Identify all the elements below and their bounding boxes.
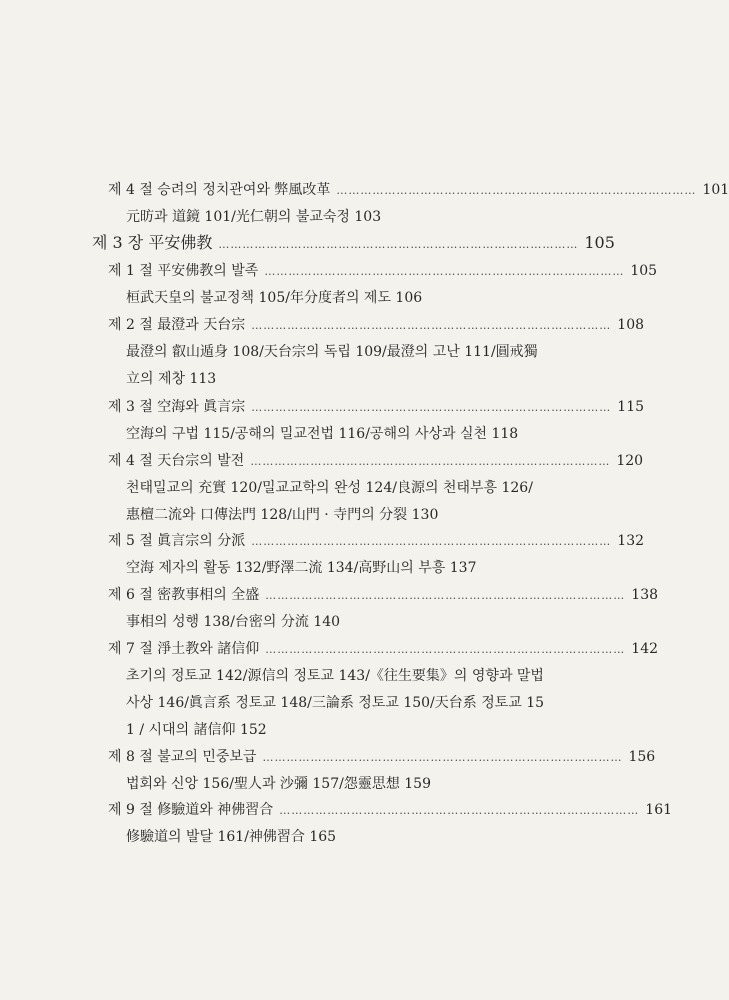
toc-section bbox=[0, 528, 646, 554]
toc-title: 제 3 절 空海와 眞言宗 bbox=[108, 399, 246, 415]
toc-detail-text: 桓武天皇의 불교정책 105/年分度者의 제도 106 bbox=[126, 290, 423, 306]
toc-page-number: 108 bbox=[617, 317, 645, 333]
toc-detail-text: 最澄의 叡山遁身 108/天台宗의 독립 109/最澄의 고난 111/圓戒獨 bbox=[126, 344, 538, 360]
toc-detail bbox=[0, 663, 646, 689]
toc-title: 제 5 절 眞言宗의 分派 bbox=[108, 533, 246, 549]
dot-leader: ……………………………………………………………………………… bbox=[265, 643, 626, 656]
toc-section bbox=[0, 448, 646, 474]
dot-leader: ……………………………………………………………………………… bbox=[264, 265, 625, 278]
toc-page-number: 101 bbox=[702, 182, 729, 198]
dot-leader: ……………………………………………………………………………… bbox=[250, 455, 611, 468]
toc-title: 제 6 절 密教事相의 全盛 bbox=[108, 587, 260, 603]
toc-section bbox=[0, 177, 729, 203]
toc-title: 제 4 절 승려의 정치관여와 弊風改革 bbox=[108, 182, 331, 198]
dot-leader: ……………………………………………………………………………… bbox=[262, 751, 623, 764]
toc-detail-text: 空海의 구법 115/공해의 밀교전법 116/공해의 사상과 실천 118 bbox=[126, 426, 519, 442]
toc-detail-text: 空海 제자의 활동 132/野澤二流 134/高野山의 부흥 137 bbox=[126, 560, 477, 576]
toc-page-number: 156 bbox=[628, 749, 656, 765]
toc-detail bbox=[0, 771, 646, 797]
toc-detail bbox=[0, 339, 646, 365]
toc-page-number: 105 bbox=[584, 233, 615, 252]
toc-section bbox=[0, 312, 646, 338]
toc-detail-text: 천태밀교의 充實 120/밀교교학의 완성 124/良源의 천태부흥 126/ bbox=[126, 480, 533, 496]
toc-detail-text: 사상 146/眞言系 정토교 148/三論系 정토교 150/天台系 정토교 15 bbox=[126, 695, 545, 711]
toc-title: 제 1 절 平安佛教의 발족 bbox=[108, 263, 259, 279]
toc-title: 제 8 절 불교의 민중보급 bbox=[108, 749, 257, 765]
toc-section bbox=[0, 636, 659, 662]
toc-page-number: 115 bbox=[617, 399, 645, 415]
dot-leader: ……………………………………………………………………………… bbox=[251, 319, 612, 332]
toc-detail bbox=[0, 421, 646, 447]
toc-section bbox=[0, 258, 658, 284]
dot-leader: ……………………………………………………………………………… bbox=[251, 535, 612, 548]
toc-detail bbox=[0, 690, 646, 716]
dot-leader: ……………………………………………………………………………… bbox=[336, 184, 697, 197]
dot-leader: ……………………………………………………………………………… bbox=[251, 401, 612, 414]
toc-detail-text: 立의 제창 113 bbox=[126, 371, 217, 387]
toc-detail bbox=[0, 502, 646, 528]
dot-leader: ……………………………………………………………………………… bbox=[279, 804, 640, 817]
toc-title: 제 2 절 最澄과 天台宗 bbox=[108, 317, 246, 333]
toc-section bbox=[0, 582, 659, 608]
toc-section bbox=[0, 797, 673, 823]
toc-page-number: 161 bbox=[645, 802, 673, 818]
toc-detail bbox=[0, 285, 646, 311]
toc-detail-text: 법회와 신앙 156/聖人과 沙彌 157/怨靈思想 159 bbox=[126, 776, 431, 792]
toc-title: 제 4 절 天台宗의 발전 bbox=[108, 453, 245, 469]
dot-leader: ……………………………………………………………………………… bbox=[265, 589, 626, 602]
toc-detail bbox=[0, 475, 646, 501]
toc-title: 제 9 절 修驗道와 神佛習合 bbox=[108, 802, 274, 818]
toc-detail bbox=[0, 609, 646, 635]
toc-detail-text: 1 / 시대의 諸信仰 152 bbox=[126, 722, 267, 738]
dot-leader: ……………………………………………………………………………… bbox=[218, 238, 579, 251]
toc-title: 제 3 장 平安佛教 bbox=[92, 233, 213, 252]
toc-page-number: 120 bbox=[616, 453, 644, 469]
toc-detail-text: 惠檀二流와 口傳法門 128/山門 · 寺門의 分裂 130 bbox=[126, 507, 439, 523]
toc-page-number: 138 bbox=[631, 587, 659, 603]
toc-detail-text: 元昉과 道鏡 101/光仁朝의 불교숙정 103 bbox=[126, 209, 382, 225]
toc-detail bbox=[0, 717, 646, 743]
toc-detail bbox=[0, 204, 646, 230]
toc-detail bbox=[0, 824, 646, 850]
toc-section bbox=[0, 394, 646, 420]
toc-detail-text: 事相의 성행 138/台密의 分流 140 bbox=[126, 614, 341, 630]
toc-page-number: 132 bbox=[617, 533, 645, 549]
toc-detail-text: 초기의 정토교 142/源信의 정토교 143/《往生要集》의 영향과 말법 bbox=[126, 668, 544, 684]
toc-detail bbox=[0, 366, 646, 392]
toc-page-number: 142 bbox=[631, 641, 659, 657]
toc-detail-text: 修驗道의 발달 161/神佛習合 165 bbox=[126, 829, 337, 845]
toc-title: 제 7 절 淨土教와 諸信仰 bbox=[108, 641, 260, 657]
toc-section bbox=[0, 744, 656, 770]
toc-detail bbox=[0, 555, 646, 581]
toc-page-number: 105 bbox=[630, 263, 658, 279]
toc-chapter bbox=[0, 230, 646, 256]
